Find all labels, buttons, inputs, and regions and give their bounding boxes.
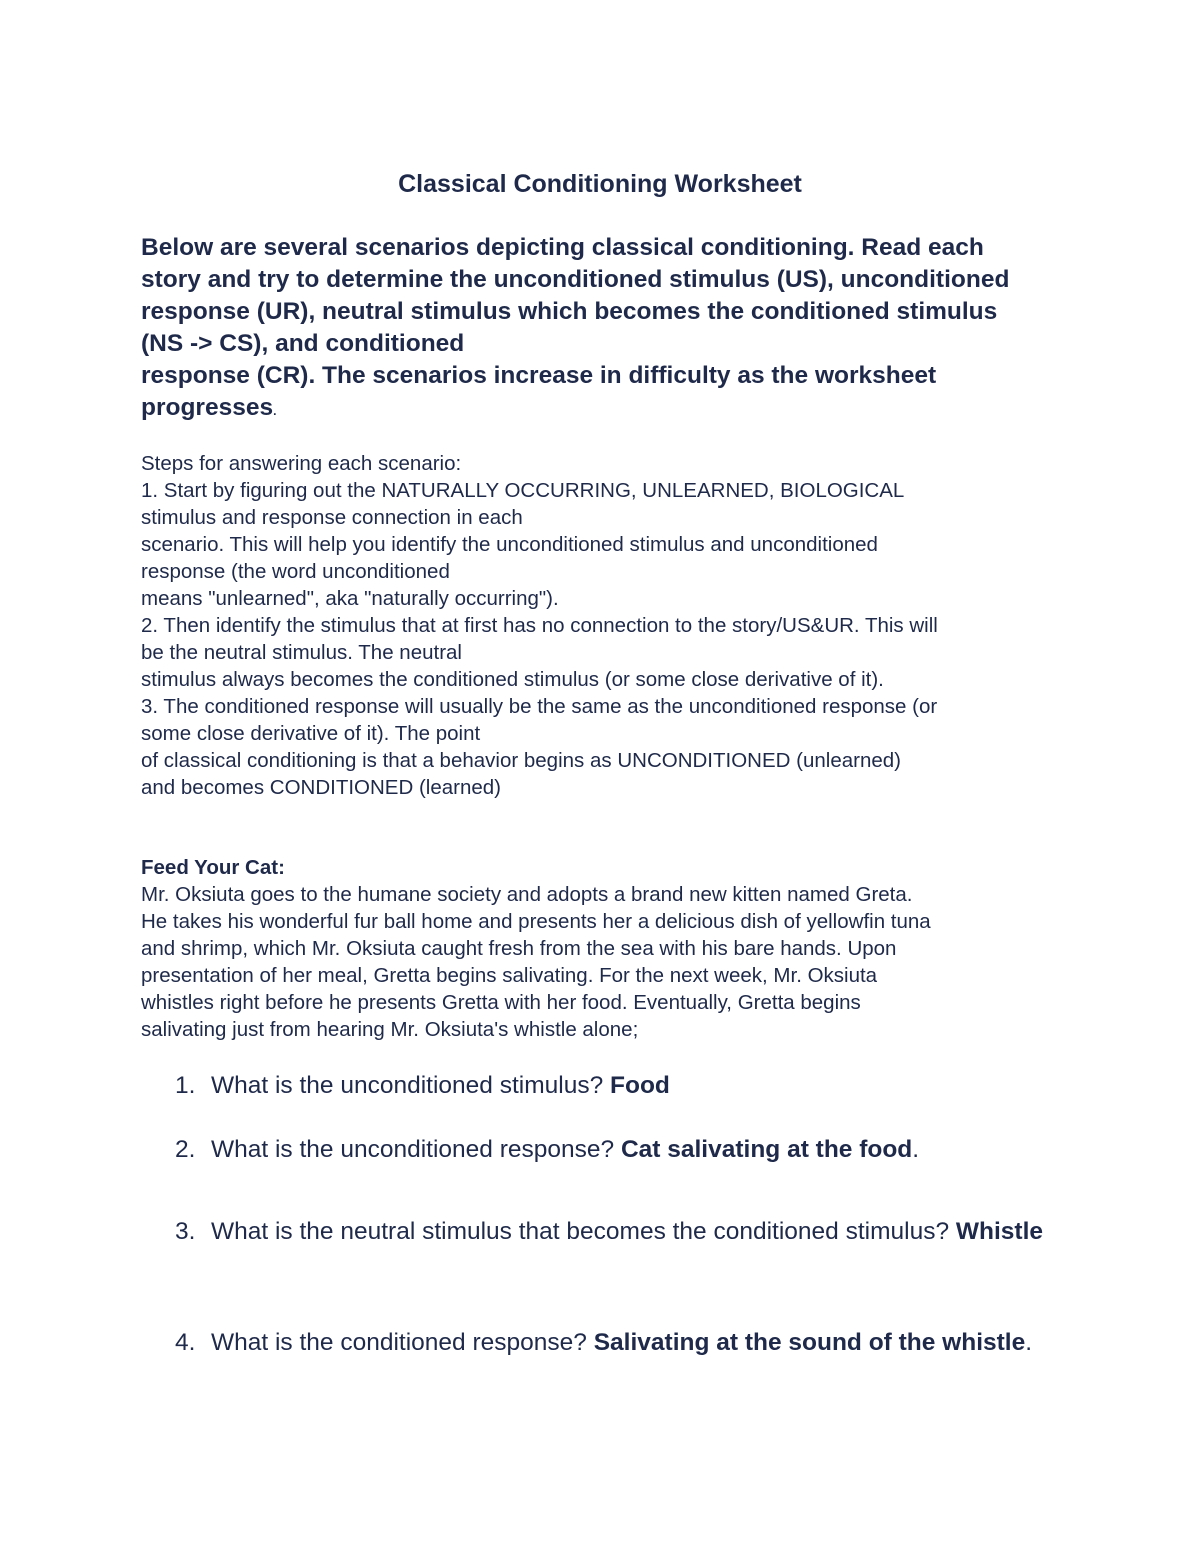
steps-line: 3. The conditioned response will usually be the same as the unconditioned response (or: [141, 695, 938, 718]
question-text-wrap: [211, 1216, 1075, 1248]
page-title: Classical Conditioning Worksheet: [398, 170, 802, 198]
question-text-wrap: [211, 1327, 1075, 1359]
steps-line: stimulus always becomes the conditioned stimulus (or some close derivative of it).: [141, 668, 884, 691]
intro-line-last: [141, 392, 1071, 427]
steps-line: of classical conditioning is that a behavior begins as UNCONDITIONED (unlearned): [141, 749, 901, 772]
question-item: [175, 1327, 1075, 1359]
steps-line: means "unlearned", aka "naturally occurring").: [141, 587, 559, 610]
answer-text: Whistle: [955, 1218, 1044, 1245]
answer-suffix: .: [912, 1136, 920, 1163]
question-text: What is the neutral stimulus that becomes the conditioned stimulus?: [211, 1218, 956, 1245]
intro-line: Below are several scenarios depicting classical conditioning. Read each: [141, 234, 984, 261]
intro-line: (NS -> CS), and conditioned: [141, 330, 465, 357]
answer-suffix: .: [1025, 1329, 1033, 1356]
scenario-line: Mr. Oksiuta goes to the humane society and adopts a brand new kitten named Greta.: [141, 883, 913, 906]
question-text: What is the conditioned response?: [211, 1329, 594, 1356]
steps-line: some close derivative of it). The point: [141, 722, 481, 745]
intro-line: story and try to determine the unconditioned stimulus (US), unconditioned: [141, 266, 1010, 293]
steps-line: response (the word unconditioned: [141, 560, 450, 583]
scenario-line: salivating just from hearing Mr. Oksiuta's whistle alone;: [141, 1018, 639, 1041]
question-text-wrap: [211, 1070, 1075, 1102]
steps-line: 2. Then identify the stimulus that at first has no connection to the story/US&UR. This will: [141, 614, 938, 637]
steps-line: scenario. This will help you identify the unconditioned stimulus and unconditioned: [141, 533, 878, 556]
answer-text: Salivating at the sound of the whistle: [593, 1329, 1026, 1356]
intro-line: response (CR). The scenarios increase in difficulty as the worksheet: [141, 362, 937, 389]
question-text: What is the unconditioned response?: [211, 1136, 621, 1163]
steps-line: be the neutral stimulus. The neutral: [141, 641, 462, 664]
scenario-story: [141, 881, 1081, 1043]
scenario-line: presentation of her meal, Gretta begins salivating. For the next week, Mr. Oksiuta: [141, 964, 878, 987]
question-number: 3.: [175, 1218, 196, 1245]
question-number: 4.: [175, 1329, 196, 1356]
answer-text: Food: [610, 1072, 670, 1099]
question-item: [175, 1134, 1075, 1166]
question-number: 2.: [175, 1136, 196, 1163]
scenario-line: He takes his wonderful fur ball home and presents her a delicious dish of yellowfin tuna: [141, 910, 931, 933]
steps-line: Steps for answering each scenario:: [141, 452, 462, 475]
scenario-line: and shrimp, which Mr. Oksiuta caught fresh from the sea with his bare hands. Upon: [141, 937, 897, 960]
intro-line: response (UR), neutral stimulus which becomes the conditioned stimulus: [141, 298, 998, 325]
question-text-wrap: [211, 1134, 1075, 1166]
answer-text: Cat salivating at the food: [620, 1136, 913, 1163]
steps-line: stimulus and response connection in each: [141, 506, 523, 529]
question-item: [175, 1216, 1075, 1248]
scenario-heading: Feed Your Cat:: [141, 856, 285, 879]
intro-last-text: progresses: [141, 394, 274, 421]
steps-line: and becomes CONDITIONED (learned): [141, 776, 502, 799]
intro-paragraph: [141, 232, 1071, 427]
question-number: 1.: [175, 1072, 196, 1099]
intro-period: .: [273, 404, 277, 418]
question-text: What is the unconditioned stimulus?: [211, 1072, 611, 1099]
scenario-line: whistles right before he presents Gretta with her food. Eventually, Gretta begins: [141, 991, 861, 1014]
steps-line: 1. Start by figuring out the NATURALLY OCCURRING, UNLEARNED, BIOLOGICAL: [141, 479, 905, 502]
steps-instructions: [141, 450, 1081, 801]
question-item: [175, 1070, 1075, 1102]
